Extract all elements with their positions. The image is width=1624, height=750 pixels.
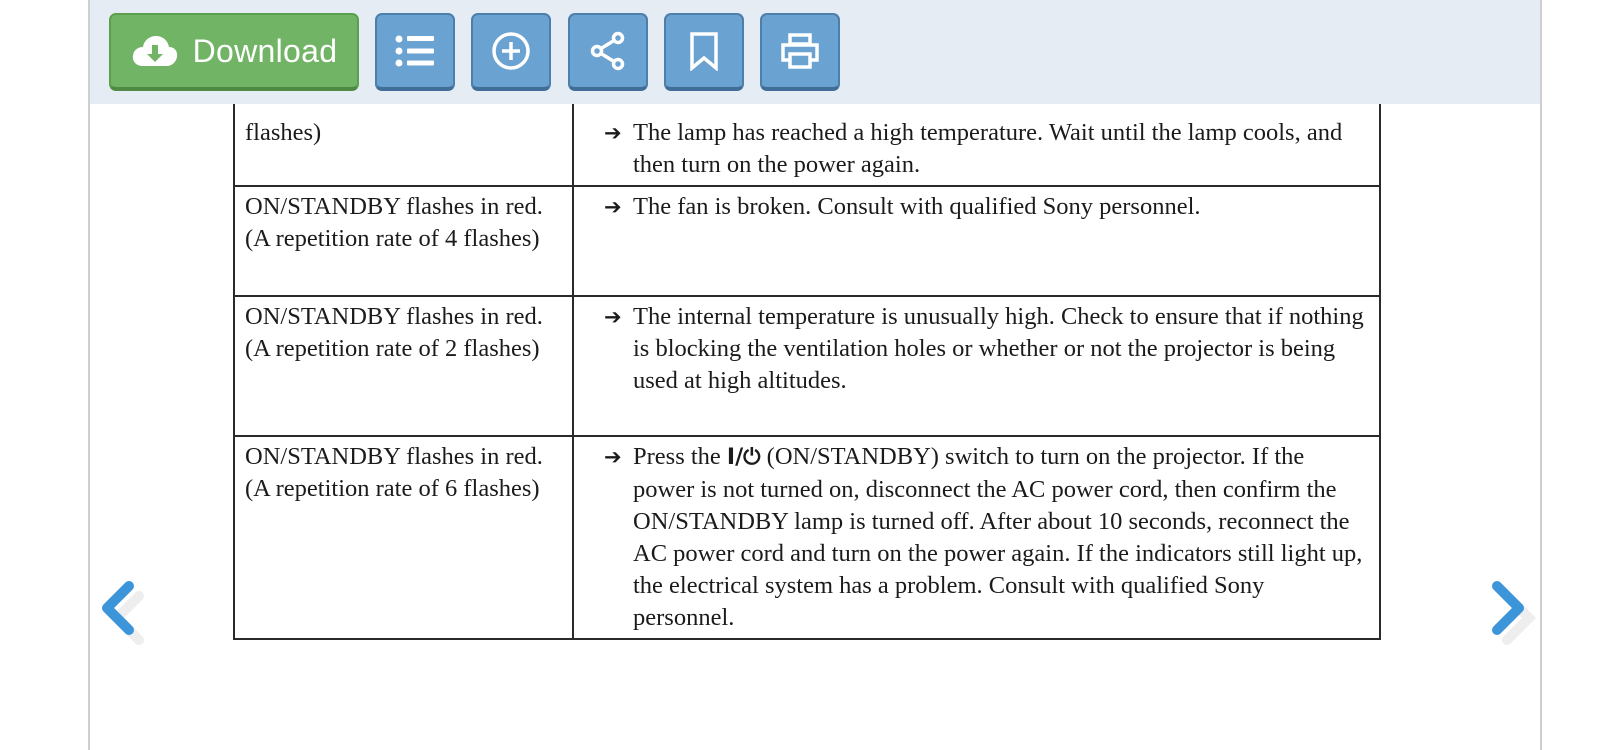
print-button[interactable] xyxy=(760,13,840,91)
share-button[interactable] xyxy=(568,13,648,91)
condition-text: ON/STANDBY flashes in red. (A repetition rate of 6 flashes) xyxy=(245,443,543,502)
print-icon xyxy=(780,32,820,70)
list-icon xyxy=(395,34,435,68)
table-row xyxy=(234,186,1380,296)
arrow-icon: ➔ xyxy=(604,305,622,329)
remedy-text: The internal temperature is unusually high. Check to ensure that if nothing is blocking the ventilation holes or whether or not the projector is being used at high altitudes. xyxy=(633,303,1364,394)
remedy-cell xyxy=(573,186,1380,296)
remedy-cell xyxy=(573,296,1380,436)
table-row xyxy=(234,436,1380,639)
condition-cell xyxy=(234,186,573,296)
remedy-text-post: (ON/STANDBY) switch to turn on the projector. If the power is not turned on, disconnect the AC power cord, then confirm the ON/STANDBY lamp is turned off. After about 10 seconds, reconnect the AC power cord and turn on the power again. If the indicators still light up, the electrical system has a problem. Consult with qualified Sony personnel. xyxy=(633,443,1363,631)
cloud-download-icon xyxy=(131,34,179,68)
previous-page-button[interactable] xyxy=(98,580,150,652)
condition-text: ON/STANDBY flashes in red. (A repetition rate of 2 flashes) xyxy=(245,303,543,362)
arrow-icon: ➔ xyxy=(604,445,622,469)
condition-text: flashes) xyxy=(245,119,322,146)
power-symbol-icon: I/⏻ xyxy=(726,445,761,470)
table-row xyxy=(234,296,1380,436)
remedy-text: The fan is broken. Consult with qualified Sony personnel. xyxy=(633,193,1201,220)
toolbar xyxy=(90,0,1540,104)
next-page-button[interactable] xyxy=(1490,580,1542,652)
bookmark-icon xyxy=(688,31,720,71)
chevron-left-icon xyxy=(98,580,150,652)
condition-text: ON/STANDBY flashes in red. (A repetition rate of 4 flashes) xyxy=(245,193,543,252)
table-of-contents-button[interactable] xyxy=(375,13,455,91)
remedy-text-pre: Press the xyxy=(633,443,721,470)
remedy-text xyxy=(604,441,1369,634)
plus-circle-icon xyxy=(491,31,531,71)
condition-cell xyxy=(234,296,573,436)
chevron-right-icon xyxy=(1490,580,1542,652)
arrow-icon: ➔ xyxy=(604,195,622,219)
share-icon xyxy=(589,31,627,71)
download-button[interactable] xyxy=(109,13,359,91)
zoom-in-button[interactable] xyxy=(471,13,551,91)
condition-cell xyxy=(234,436,573,639)
download-label: Download xyxy=(192,32,338,69)
remedy-text: The lamp has reached a high temperature. Wait until the lamp cools, and then turn on the power again. xyxy=(633,119,1343,178)
troubleshooting-table xyxy=(233,70,1381,640)
remedy-cell xyxy=(573,436,1380,639)
arrow-icon: ➔ xyxy=(604,121,622,145)
bookmark-button[interactable] xyxy=(664,13,744,91)
